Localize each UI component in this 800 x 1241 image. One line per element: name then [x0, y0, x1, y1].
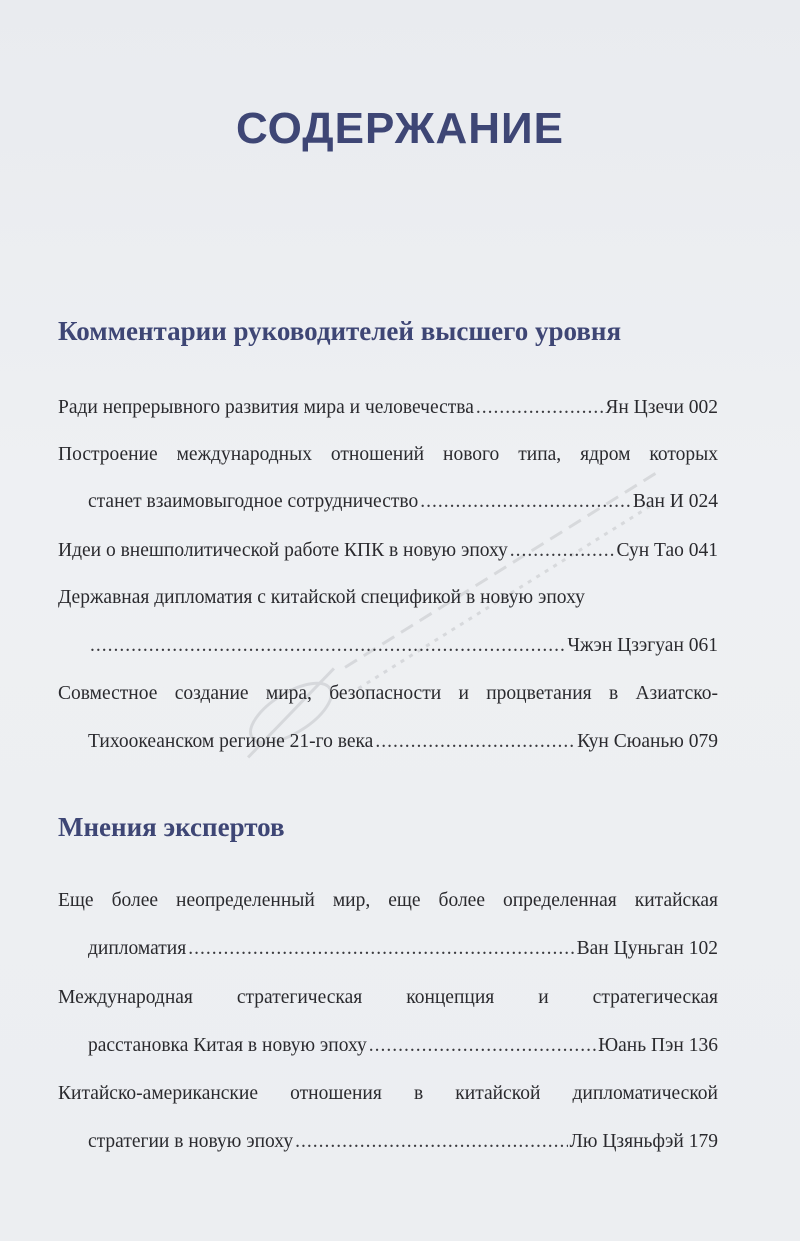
toc-entry [88, 1034, 718, 1058]
dot-leader [510, 539, 615, 563]
dot-leader [188, 937, 574, 961]
toc-entry [58, 539, 718, 563]
toc-entry [88, 730, 718, 754]
entry-title: станет взаимовыгодное сотрудничество [88, 491, 419, 512]
entry-author-page: Сун Тао 041 [616, 540, 718, 561]
toc-entry-line1: Китайско-американские отношения в китайской дипломатической [58, 1083, 718, 1104]
dot-leader [476, 396, 603, 420]
entry-author-page: Ван И 024 [632, 491, 718, 512]
toc-entry [88, 1130, 718, 1154]
toc-entry-line1: Международная стратегическая концепция и стратегическая [58, 987, 718, 1008]
entry-author-page: Кун Сюанью 079 [577, 731, 718, 752]
toc-entry-line1: Еще более неопределенный мир, еще более определенная китайская [58, 890, 718, 911]
section-heading-leaders: Комментарии руководителей высшего уровня [58, 316, 622, 346]
toc-entry [88, 490, 718, 514]
entry-author-page: Ван Цуньган 102 [576, 938, 718, 959]
dot-leader [369, 1034, 596, 1058]
entry-author-page: Ян Цзечи 002 [605, 397, 718, 418]
toc-entry [88, 634, 718, 658]
entry-title: стратегии в новую эпоху [88, 1131, 294, 1152]
dot-leader [375, 730, 575, 754]
page-title: СОДЕРЖАНИЕ [235, 104, 565, 153]
dot-leader [420, 490, 631, 514]
entry-title: расстановка Китая в новую эпоху [88, 1035, 367, 1056]
dot-leader [295, 1130, 568, 1154]
toc-entry-line1: Построение международных отношений нового типа, ядром которых [58, 444, 718, 465]
toc-entry-line1: Совместное создание мира, безопасности и процветания в Азиатско- [58, 683, 718, 704]
toc-entry-line1: Державная дипломатия с китайской спецификой в новую эпоху [58, 587, 585, 608]
entry-author-page: Чжэн Цзэгуан 061 [567, 635, 718, 656]
dot-leader [90, 634, 565, 658]
entry-author-page: Лю Цзяньфэй 179 [569, 1131, 718, 1152]
toc-entry [58, 396, 718, 420]
entry-title: дипломатия [88, 938, 187, 959]
entry-author-page: Юань Пэн 136 [598, 1035, 718, 1056]
entry-title: Тихоокеанском регионе 21-го века [88, 731, 374, 752]
entry-title: Ради непрерывного развития мира и человечества [58, 397, 474, 418]
toc-entry [88, 937, 718, 961]
section-heading-experts: Мнения экспертов [58, 812, 285, 842]
entry-title: Идеи о внешполитической работе КПК в новую эпоху [58, 540, 508, 561]
